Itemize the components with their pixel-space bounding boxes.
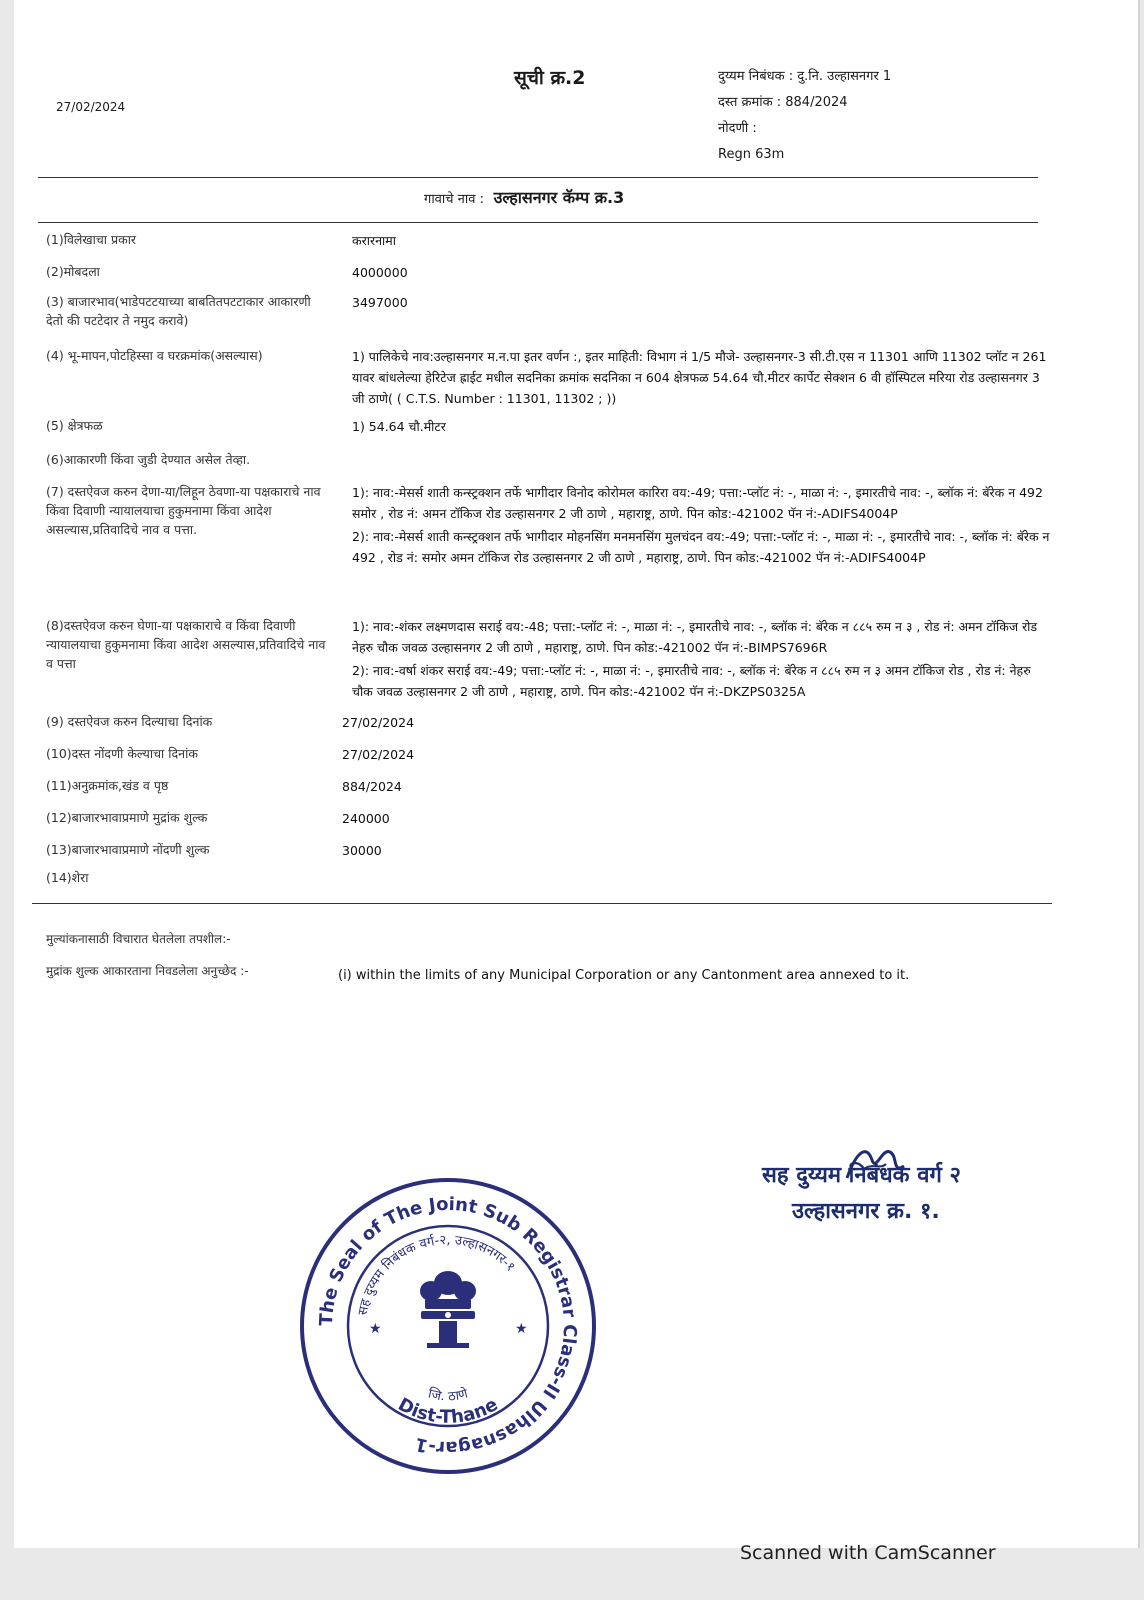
row-value: 1) 54.64 चौ.मीटर	[352, 419, 446, 434]
header-info	[718, 64, 891, 168]
row-label: (9) दस्तऐवज करुन दिल्याचा दिनांक	[46, 714, 213, 729]
stamp-article-label: मुद्रांक शुल्क आकारताना निवडलेला अनुच्छेद :-	[46, 964, 249, 978]
row-label: (1)विलेखाचा प्रकार	[46, 232, 137, 247]
village-label: गावाचे नाव :	[424, 192, 484, 207]
row-label: (11)अनुक्रमांक,खंड व पृष्ठ	[46, 778, 169, 793]
stamp-article-value: (i) within the limits of any Municipal Corporation or any Cantonment area annexed to it.	[338, 968, 910, 983]
registration-label: नोदणी :	[718, 121, 757, 136]
signature-line-1: सह दुय्यम निबंधक वर्ग २	[762, 1163, 961, 1188]
document-title: सूची क्र.2	[514, 67, 586, 89]
executant-1: 1): नाव:-मेसर्स शाती कन्स्ट्रक्शन तर्फे भागीदार विनोद कोरोमल कारिरा वय:-49; पत्ता:-प्लॉट नं: -, माळा नं: -, इमारतीचे नाव: -, ब्लॉक नं: बॅरेक न 492 समोर , रोड नं: अमन टॉकिज रोड उल्हासनगर 2 जी ठाणे , महाराष्ट्र, ठाणे. पिन कोड:-421002 पॅन नं:-ADIFS4004P	[352, 485, 1043, 521]
row-value: 1) पालिकेचे नाव:उल्हासनगर म.न.पा इतर वर्णन :, इतर माहिती: विभाग नं 1/5 मौजे- उल्हासनगर-3 सी.टी.एस न 11301 आणि 11302 प्लॉट न 261 यावर बांधलेल्या हेरिटेज ह्राईट मधील सदनिका क्रमांक सदनिका न 604 क्षेत्रफळ 54.64 चौ.मीटर कार्पेट सेक्शन 6 वी हॉस्पिटल मरिया रोड उल्हासनगर 3 जी ठाणे( ( C.T.S. Number : 11301, 11302 ; ))	[352, 349, 1047, 406]
valuation-label: मुल्यांकनासाठी विचारात घेतलेला तपशील:-	[46, 932, 231, 946]
executant-list	[352, 482, 1052, 570]
regn-number: Regn 63m	[718, 147, 785, 162]
village-rule	[38, 222, 1038, 223]
row-label: (5) क्षेत्रफळ	[46, 418, 103, 433]
header-date: 27/02/2024	[56, 100, 126, 114]
row-label: (10)दस्त नोंदणी केल्याचा दिनांक	[46, 746, 198, 761]
row-label: (8)दस्तऐवज करुन घेणा-या पक्षकाराचे व किंवा दिवाणी न्यायालयाचा हुकुमनामा किंवा आदेश असल्यास,प्रतिवादिचे नाव व पत्ता	[46, 618, 326, 671]
row-value: 884/2024	[342, 779, 402, 794]
row-value: करारनामा	[352, 233, 396, 248]
row-label: (14)शेरा	[46, 870, 89, 885]
row-value: 3497000	[352, 295, 408, 310]
seal-inner-text: सह दुय्यम निबंधक वर्ग-२, उल्हासनगर-१	[355, 1232, 518, 1317]
row-value: 27/02/2024	[342, 747, 415, 762]
registrar-signature	[762, 1158, 961, 1230]
row-value: 4000000	[352, 265, 408, 280]
office-name: दुय्यम निबंधक : दु.नि. उल्हासनगर 1	[718, 69, 892, 84]
seal-outer-text: The Seal of The Joint Sub Registrar Class-II Ulhasnagar-1	[315, 1193, 581, 1459]
row-label: (12)बाजारभावाप्रमाणे मुद्रांक शुल्क	[46, 810, 208, 825]
signature-scribble-icon	[842, 1140, 912, 1190]
village-name: उल्हासनगर कॅम्प क्र.3	[493, 188, 625, 207]
row-value: 30000	[342, 843, 382, 858]
row-value: 240000	[342, 811, 390, 826]
seal-star-right: ★	[515, 1321, 528, 1337]
row-label: (4) भू-मापन,पोटहिस्सा व घरक्रमांक(असल्यास)	[46, 348, 263, 363]
claimant-1: 1): नाव:-शंकर लक्ष्मणदास सराई वय:-48; पत्ता:-प्लॉट नं: -, माळा नं: -, इमारतीचे नाव: -, ब्लॉक नं: बॅरेक न ८८५ रुम न ३ , रोड नं: अमन टॉकिज रोड नेहरु चौक जवळ उल्हासनगर 2 जी ठाणे , महाराष्ट्र, ठाणे. पिन कोड:-421002 पॅन नं:-BIMPS7696R	[352, 619, 1038, 655]
top-rule	[38, 177, 1038, 178]
row-label: (2)मोबदला	[46, 264, 100, 279]
row-label: (13)बाजारभावाप्रमाणे नोंदणी शुल्क	[46, 842, 210, 857]
seal-star-left: ★	[369, 1321, 382, 1337]
row-value: 27/02/2024	[342, 715, 415, 730]
camscanner-watermark: Scanned with CamScanner	[740, 1542, 996, 1564]
document-number: दस्त क्रमांक : 884/2024	[718, 95, 848, 110]
bottom-rule	[32, 903, 1052, 904]
seal-inner-bottom-text: जि. ठाणे	[426, 1386, 470, 1405]
document-page	[14, 0, 1140, 1548]
state-emblem-icon	[420, 1271, 476, 1348]
registrar-seal	[297, 1175, 599, 1477]
signature-line-2: उल्हासनगर क्र. १.	[792, 1199, 940, 1224]
village-heading	[424, 186, 624, 208]
seal-bottom-text: Dist-Thane	[394, 1393, 502, 1428]
claimant-2: 2): नाव:-वर्षा शंकर सराई वय:-49; पत्ता:-प्लॉट नं: -, माळा नं: -, इमारतीचे नाव: -, ब्लॉक नं: बॅरेक न ८८५ रुम न ३ अमन टॉकिज रोड , रोड नं: नेहरु चौक जवळ उल्हासनगर 2 जी ठाणे , महाराष्ट्र, ठाणे. पिन कोड:-421002 पॅन नं:-DKZPS0325A	[352, 663, 1031, 699]
row-label: (7) दस्तऐवज करुन देणा-या/लिहून ठेवणा-या पक्षकाराचे नाव किंवा दिवाणी न्यायालयाचा हुकुमनामा किंवा आदेश असल्यास,प्रतिवादिचे नाव व पत्ता.	[46, 484, 321, 537]
claimant-list	[352, 616, 1052, 704]
executant-2: 2): नाव:-मेसर्स शाती कन्स्ट्रक्शन तर्फे भागीदार मोहनसिंग मनमनसिंग मुलचंदन वय:-49; पत्ता:-प्लॉट नं: -, माळा नं: -, इमारतीचे नाव: -, ब्लॉक नं: बॅरेक न 492 , रोड नं: समोर अमन टॉकिज रोड उल्हासनगर 2 जी ठाणे , महाराष्ट्र, ठाणे. पिन कोड:-421002 पॅन नं:-ADIFS4004P	[352, 529, 1050, 565]
row-label: (6)आकारणी किंवा जुडी देण्यात असेल तेव्हा.	[46, 452, 251, 467]
seal-graphic	[297, 1175, 599, 1477]
row-label: (3) बाजारभाव(भाडेपटटयाच्या बाबतितपटटाकार आकारणी देतो की पटटेदार ते नमुद करावे)	[46, 294, 311, 328]
